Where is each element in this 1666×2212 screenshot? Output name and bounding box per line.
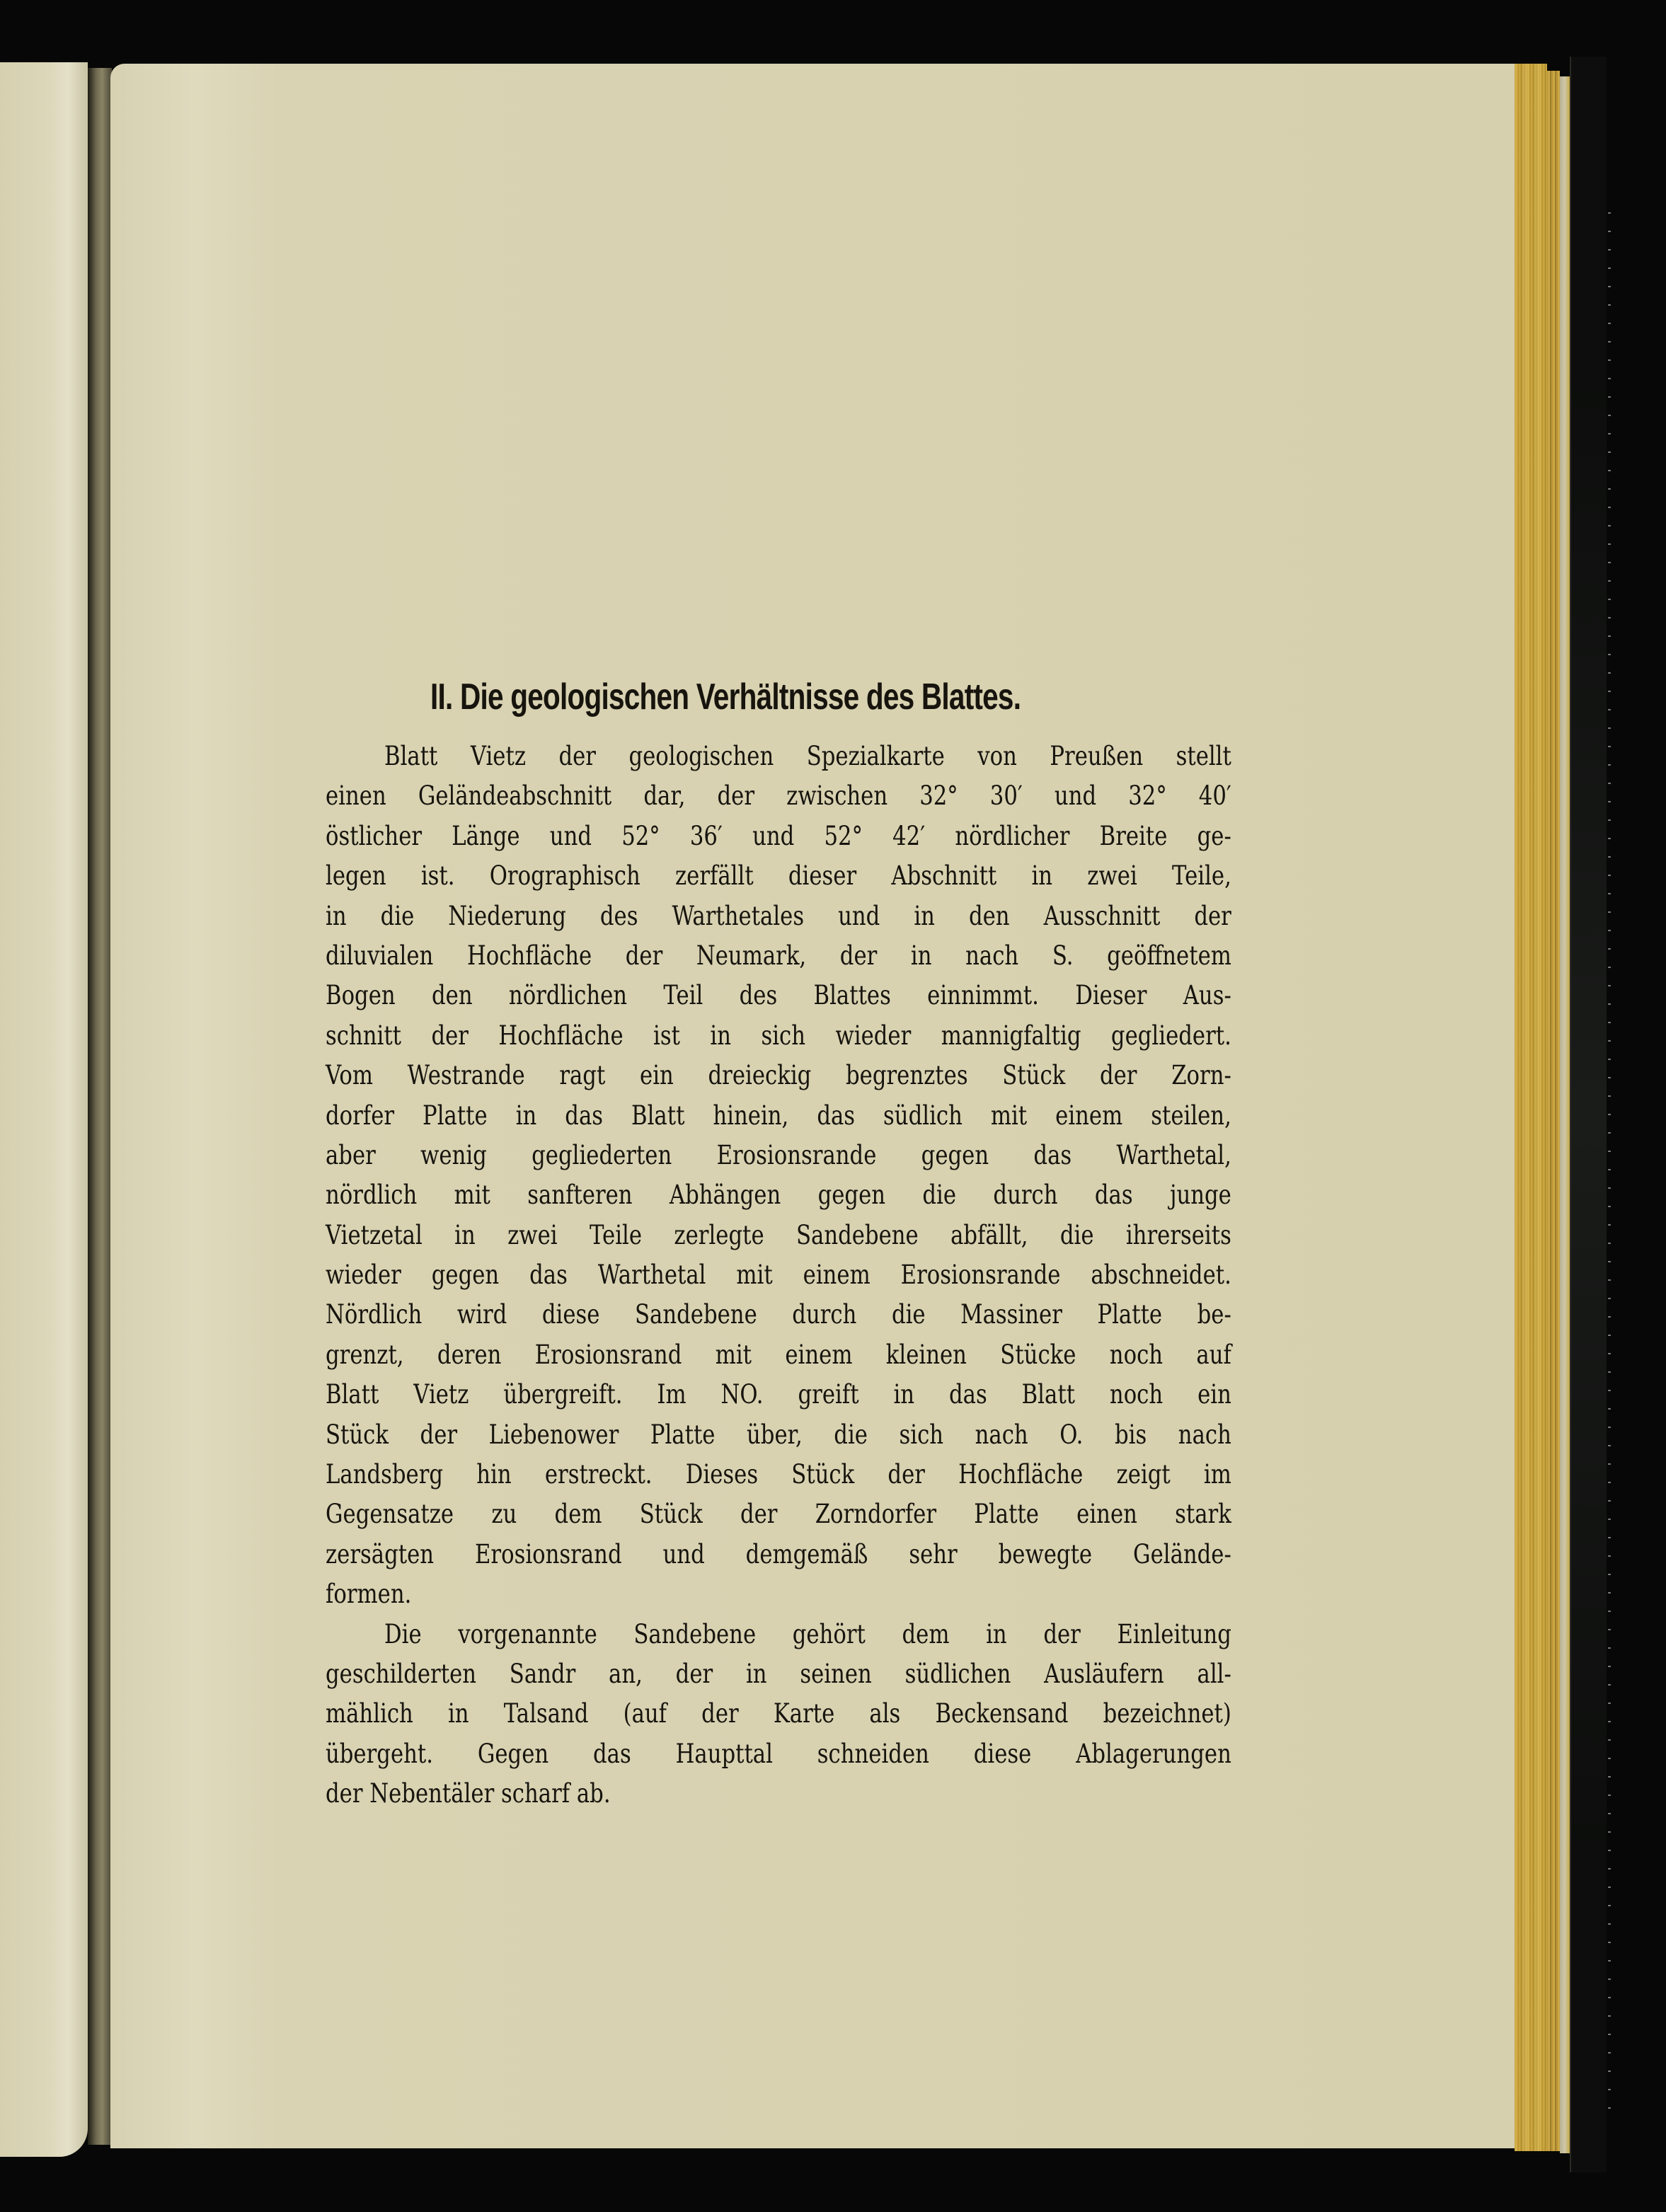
text-line: dorfer Platte in das Blatt hinein, das südlich mit einem steilen, xyxy=(326,1100,1231,1131)
paragraph-1 xyxy=(326,737,1231,1615)
text-line: schnitt der Hochfläche ist in sich wieder mannigfaltig gegliedert. xyxy=(326,1020,1231,1051)
text-line: östlicher Länge und 52° 36′ und 52° 42′ nördlicher Breite ge- xyxy=(326,820,1231,851)
text-line: zersägten Erosionsrand und demgemäß sehr bewegte Gelände- xyxy=(326,1538,1231,1569)
book-cover-binding xyxy=(1570,57,1607,2172)
text-line: geschilderten Sandr an, der in seinen südlichen Ausläufern all- xyxy=(326,1658,1231,1689)
text-line: einen Geländeabschnitt dar, der zwischen 32° 30′ und 32° 40′ xyxy=(326,780,1231,812)
gilt-fore-edge xyxy=(1515,64,1547,2151)
gilt-fore-edge-inner xyxy=(1547,71,1560,2151)
text-line: diluvialen Hochfläche der Neumark, der in nach S. geöffnetem xyxy=(326,940,1231,971)
book-gutter xyxy=(88,68,112,2145)
text-line: Gegensatze zu dem Stück der Zorndorfer Platte einen stark xyxy=(326,1499,1231,1530)
text-line: Landsberg hin erstreckt. Dieses Stück der Hochfläche zeigt im xyxy=(326,1459,1231,1490)
left-page-edge xyxy=(0,62,88,2157)
text-line: mählich in Talsand (auf der Karte als Beckensand bezeichnet) xyxy=(326,1698,1231,1729)
text-line: legen ist. Orographisch zerfällt dieser Abschnitt in zwei Teile, xyxy=(326,860,1231,892)
body-text xyxy=(326,737,1231,1814)
paragraph-2 xyxy=(326,1615,1231,1814)
page-content xyxy=(326,676,1231,1814)
text-line: grenzt, deren Erosionsrand mit einem kleinen Stücke noch auf xyxy=(326,1339,1231,1370)
text-line: Stück der Liebenower Platte über, die sich nach O. bis nach xyxy=(326,1419,1231,1450)
text-line: übergeht. Gegen das Haupttal schneiden diese Ablagerungen xyxy=(326,1738,1231,1769)
section-heading: II. Die geologischen Verhältnisse des Blattes. xyxy=(430,676,1021,718)
text-line: Die vorgenannte Sandebene gehört dem in der Einleitung xyxy=(384,1618,1231,1649)
text-line: formen. xyxy=(326,1579,412,1610)
text-line: Vietzetal in zwei Teile zerlegte Sandebene abfällt, die ihrerseits xyxy=(326,1219,1231,1250)
text-line: Nördlich wird diese Sandebene durch die Massiner Platte be- xyxy=(326,1299,1231,1330)
text-line: der Nebentäler scharf ab. xyxy=(326,1778,611,1809)
text-line: aber wenig gegliederten Erosionsrande gegen das Warthetal, xyxy=(326,1139,1231,1170)
binding-texture xyxy=(1608,212,1611,2123)
text-line: Blatt Vietz übergreift. Im NO. greift in das Blatt noch ein xyxy=(326,1379,1231,1410)
text-line: wieder gegen das Warthetal mit einem Erosionsrande abschneidet. xyxy=(326,1260,1231,1291)
text-line: in die Niederung des Warthetales und in den Ausschnitt der xyxy=(326,900,1231,931)
text-line: Blatt Vietz der geologischen Spezialkarte von Preußen stellt xyxy=(384,741,1231,771)
text-line: Bogen den nördlichen Teil des Blattes einnimmt. Dieser Aus- xyxy=(326,980,1231,1011)
text-line: Vom Westrande ragt ein dreieckig begrenztes Stück der Zorn- xyxy=(326,1060,1231,1091)
text-line: nördlich mit sanfteren Abhängen gegen die durch das junge xyxy=(326,1180,1231,1211)
page-stack-edge xyxy=(1560,76,1570,2153)
